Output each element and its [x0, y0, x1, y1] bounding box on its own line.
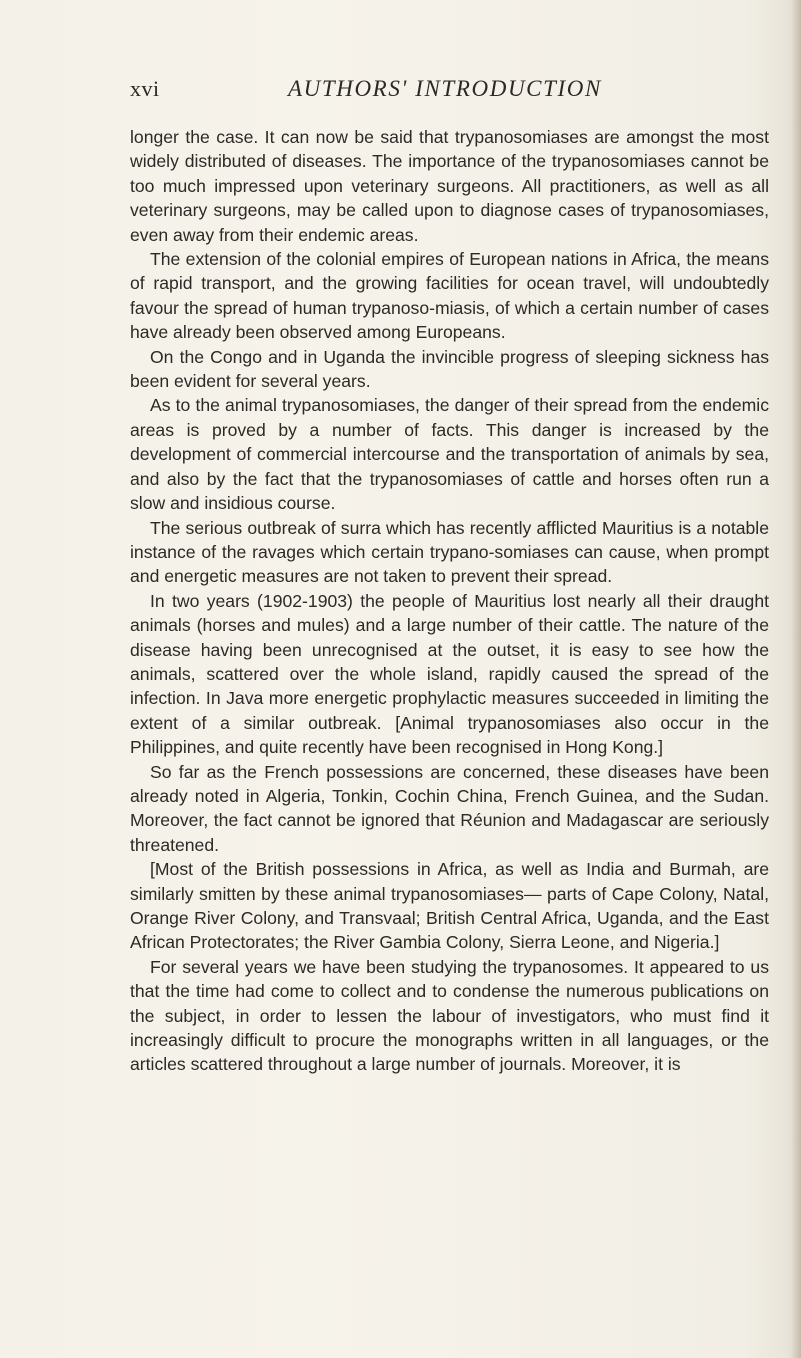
paragraph-2: The extension of the colonial empires of European nations in Africa, the means of rapid transport, and the growing facilities for ocean travel, will undoubtedly favour the spread of human trypanoso-miasis, of which a certain number of cases have already been observed among Europeans.	[130, 249, 769, 343]
page-number: xvi	[130, 76, 160, 101]
paragraph-8: [Most of the British possessions in Africa, as well as India and Burmah, are similarly smitten by these animal trypanosomiases— parts of Cape Colony, Natal, Orange River Colony, and Transvaal; British Central Africa, Uganda, and the East African Protectorates; the River Gambia Colony, Sierra Leone, and Nigeria.]	[130, 859, 769, 953]
body-text	[130, 125, 769, 1077]
paragraph-1: longer the case. It can now be said that trypanosomiases are amongst the most widely distributed of diseases. The importance of the trypanosomiases cannot be too much impressed upon veterinary surgeons. All practitioners, as well as all veterinary surgeons, may be called upon to diagnose cases of trypanosomiases, even away from their endemic areas.	[130, 127, 769, 245]
paragraph-9: For several years we have been studying the trypanosomes. It appeared to us that the time had come to collect and to condense the numerous publications on the subject, in order to lessen the labour of investigators, who must find it increasingly difficult to procure the monographs written in all languages, or the articles scattered throughout a large number of journals. Moreover, it is	[130, 956, 769, 1075]
running-title: AUTHORS' INTRODUCTION	[288, 76, 602, 101]
paragraph-4: As to the animal trypanosomiases, the danger of their spread from the endemic areas is proved by a number of facts. This danger is increased by the development of commercial intercourse and the transportation of animals by sea, and also by the fact that the trypanosomiases of cattle and horses often run a slow and insidious course.	[130, 395, 769, 514]
paragraph-3: On the Congo and in Uganda the invincible progress of sleeping sickness has been evident for several years.	[130, 346, 769, 392]
paragraph-6: In two years (1902-1903) the people of Mauritius lost nearly all their draught animals (horses and mules) and a large number of their cattle. The nature of the disease having been unrecognised at the outset, it is easy to see how the animals, scattered over the whole island, rapidly caused the spread of the infection. In Java more energetic prophylactic measures succeeded in limiting the extent of a similar outbreak. [Animal trypanosomiases also occur in the Philippines, and quite recently have been recognised in Hong Kong.]	[130, 590, 769, 758]
paragraph-7: So far as the French possessions are concerned, these diseases have been already noted in Algeria, Tonkin, Cochin China, French Guinea, and the Sudan. Moreover, the fact cannot be ignored that Réunion and Madagascar are seriously threatened.	[130, 761, 769, 855]
paragraph-5: The serious outbreak of surra which has recently afflicted Mauritius is a notable instance of the ravages which certain trypano-somiases can cause, when prompt and energetic measures are not taken to prevent their spread.	[130, 517, 769, 587]
page-edge-shadow	[791, 0, 801, 1358]
running-head	[130, 76, 770, 104]
